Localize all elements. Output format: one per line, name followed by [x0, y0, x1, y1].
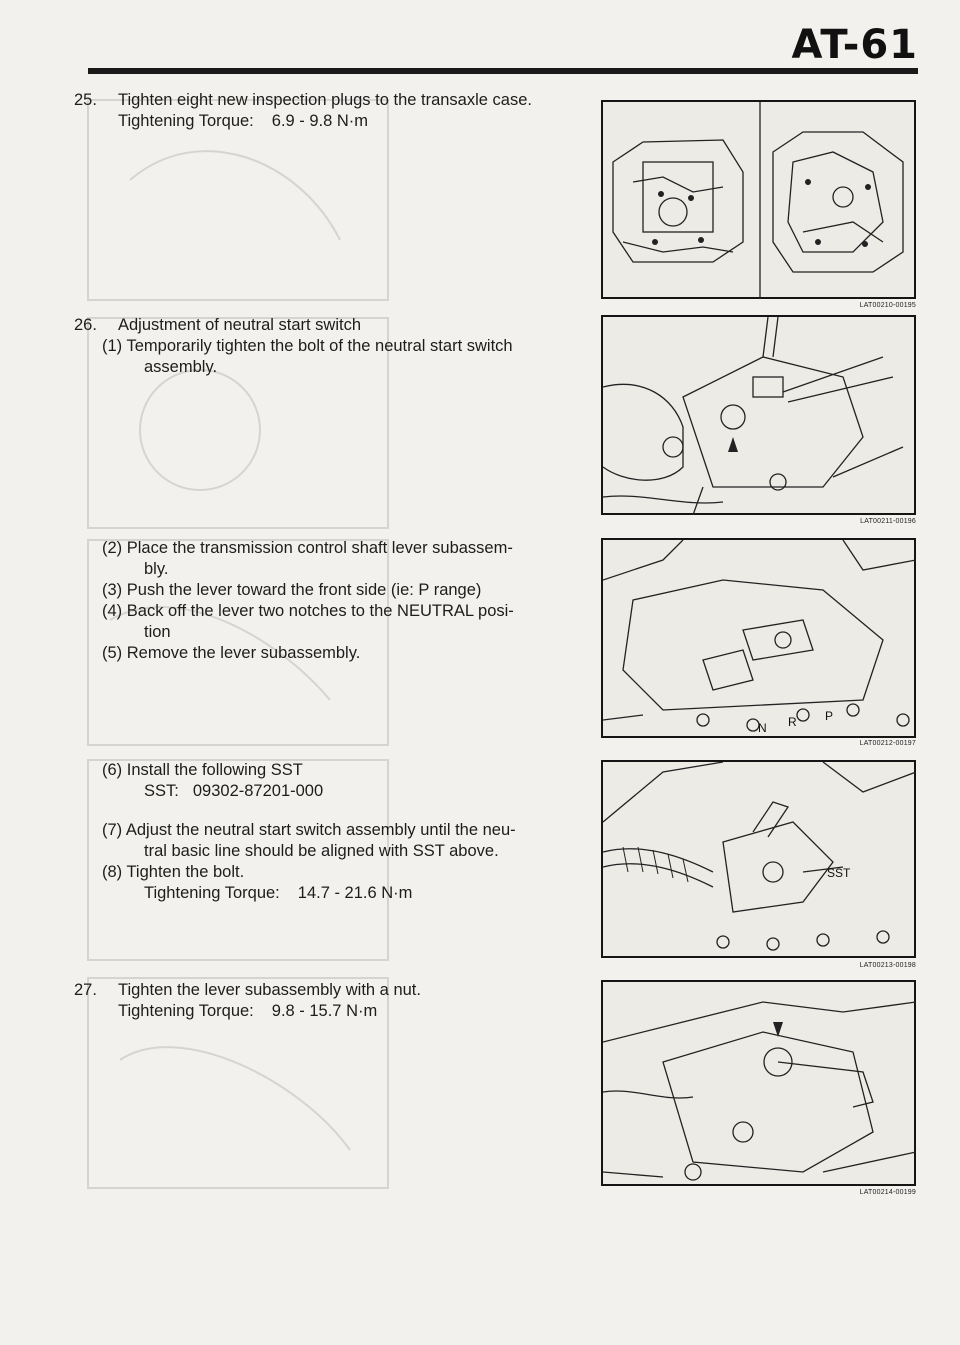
substep-text: Adjust the neutral start switch assembly until the neu-: [125, 821, 516, 839]
sst-value: 09302-87201-000: [192, 782, 324, 800]
sst-label: SST:: [144, 782, 179, 800]
substep-2: [74, 538, 584, 559]
step-26-title: [74, 315, 584, 336]
substep-number: (2): [102, 539, 123, 557]
substep-number: (6): [102, 761, 123, 779]
sst-callout: SST: [827, 866, 851, 880]
substep-text: Remove the lever subassembly.: [126, 644, 361, 662]
sst-illustration: [603, 762, 916, 958]
torque-value: 9.8 - 15.7 N·m: [271, 1002, 378, 1020]
transaxle-illustration: [603, 102, 916, 299]
substep-7-continued: tral basic line should be aligned with SST above.: [144, 842, 499, 860]
substep-number: (4): [102, 602, 123, 620]
torque-label: Tightening Torque:: [144, 884, 280, 902]
substep-number: (1): [102, 337, 123, 355]
figure-neutral-start-switch: [601, 315, 916, 515]
substep-text: Push the lever toward the front side (ie: P range): [126, 581, 482, 599]
substep-3: [74, 580, 584, 601]
step-26-intro: [74, 315, 584, 378]
torque-value: 6.9 - 9.8 N·m: [271, 112, 369, 130]
substep-number: (3): [102, 581, 123, 599]
position-label-p: P: [825, 709, 834, 723]
substep-6: [74, 760, 584, 781]
step-text: Tighten the lever subassembly with a nut.: [118, 981, 421, 999]
step-25: [74, 90, 584, 132]
substep-4-continued: tion: [144, 623, 171, 641]
substep-1-continued: assembly.: [144, 358, 218, 376]
substep-5: [74, 643, 584, 664]
step-26-sst: [74, 760, 584, 904]
step-number: 25.: [74, 91, 97, 109]
figure-code: LAT00212-00197: [859, 740, 916, 747]
step-number: 27.: [74, 981, 97, 999]
figure-transaxle-inspection-plugs: [601, 100, 916, 299]
figure-code: LAT00211-00196: [860, 518, 916, 525]
page-number: AT-61: [791, 22, 918, 68]
position-label-n: N: [758, 721, 767, 735]
spacer: [74, 802, 584, 820]
step-27: [74, 980, 584, 1022]
step-25-title: [74, 90, 584, 111]
substep-2-continued: bly.: [144, 560, 169, 578]
step-27-title: [74, 980, 584, 1001]
substep-number: (7): [102, 821, 123, 839]
torque-label: Tightening Torque:: [118, 112, 254, 130]
substep-text: Place the transmission control shaft lever subassem-: [126, 539, 513, 557]
position-label-r: R: [788, 715, 797, 729]
figure-sst-installed: [601, 760, 916, 958]
substep-4: [74, 601, 584, 622]
figure-control-shaft-lever: [601, 538, 916, 738]
figure-lever-nut: [601, 980, 916, 1186]
sst-spec: [74, 781, 584, 802]
step-26-lever: [74, 538, 584, 664]
figure-code: LAT00214-00199: [859, 1189, 916, 1196]
torque-label: Tightening Torque:: [118, 1002, 254, 1020]
substep-text: Install the following SST: [126, 761, 303, 779]
step-text: Adjustment of neutral start switch: [118, 316, 362, 334]
substep-text: Back off the lever two notches to the NEUTRAL posi-: [126, 602, 514, 620]
figure-code: LAT00213-00198: [859, 962, 916, 969]
lever-illustration: [603, 540, 916, 738]
substep-text: Tighten the bolt.: [126, 863, 245, 881]
torque-spec: [74, 883, 584, 904]
torque-spec: [74, 1001, 584, 1022]
substep-number: (8): [102, 863, 123, 881]
torque-spec: [74, 111, 584, 132]
substep-number: (5): [102, 644, 123, 662]
substep-8: [74, 862, 584, 883]
nut-illustration: [603, 982, 916, 1186]
substep-7: [74, 820, 584, 841]
substep-text: Temporarily tighten the bolt of the neutral start switch: [126, 337, 513, 355]
step-text: Tighten eight new inspection plugs to the transaxle case.: [118, 91, 532, 109]
figure-code: LAT00210-00195: [859, 302, 916, 309]
switch-illustration: [603, 317, 916, 515]
torque-value: 14.7 - 21.6 N·m: [297, 884, 413, 902]
step-number: 26.: [74, 316, 97, 334]
substep-1: [74, 336, 584, 357]
